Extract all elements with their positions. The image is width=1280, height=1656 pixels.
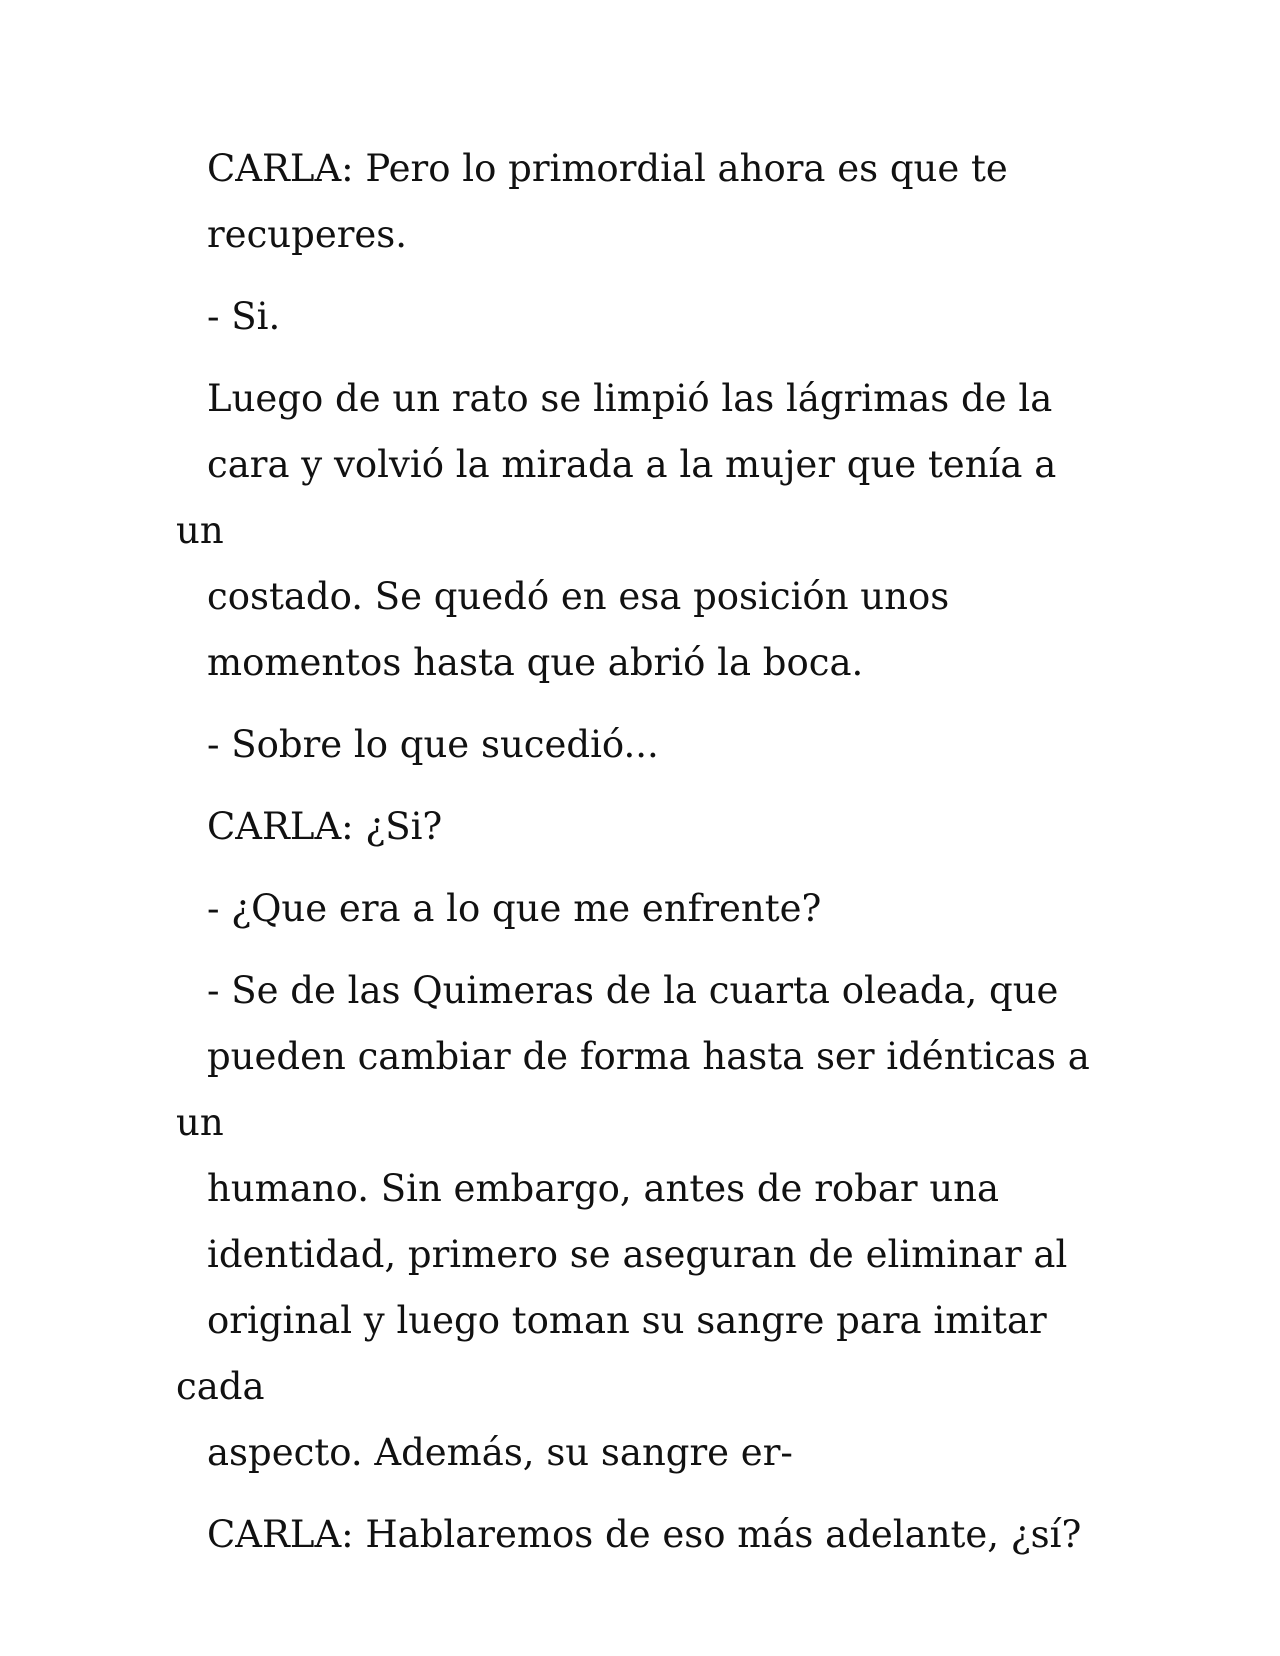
text-line: recuperes. [207, 213, 408, 256]
text-line: CARLA: ¿Si? [207, 805, 443, 848]
document-body [176, 136, 1096, 1584]
paragraph [176, 958, 1096, 1486]
text-line: - Sobre lo que sucedió... [207, 723, 659, 766]
text-line: CARLA: Pero lo primordial ahora es que te [207, 147, 1008, 190]
paragraph [176, 136, 1096, 268]
text-line: - Si. [207, 295, 281, 338]
text-line: humano. Sin embargo, antes de robar una [207, 1167, 1000, 1210]
text-line: pueden cambiar de forma hasta ser idénticas a un [176, 1035, 1090, 1144]
text-line: momentos hasta que abrió la boca. [207, 641, 864, 684]
text-line: original y luego toman su sangre para imitar cada [176, 1299, 1047, 1408]
paragraph [176, 284, 1096, 350]
text-line: - ¿Que era a lo que me enfrente? [207, 887, 822, 930]
paragraph [176, 712, 1096, 778]
paragraph [176, 1502, 1096, 1568]
text-line: CARLA: Hablaremos de eso más adelante, ¿sí? [207, 1513, 1082, 1556]
text-line: costado. Se quedó en esa posición unos [207, 575, 950, 618]
text-line: cara y volvió la mirada a la mujer que tenía a un [176, 443, 1057, 552]
text-line: Luego de un rato se limpió las lágrimas de la [207, 377, 1053, 420]
paragraph [176, 366, 1096, 696]
paragraph [176, 876, 1096, 942]
paragraph [176, 794, 1096, 860]
text-line: - Se de las Quimeras de la cuarta oleada, que [207, 969, 1059, 1012]
text-line: aspecto. Además, su sangre er- [207, 1431, 793, 1474]
text-line: identidad, primero se aseguran de eliminar al [207, 1233, 1068, 1276]
